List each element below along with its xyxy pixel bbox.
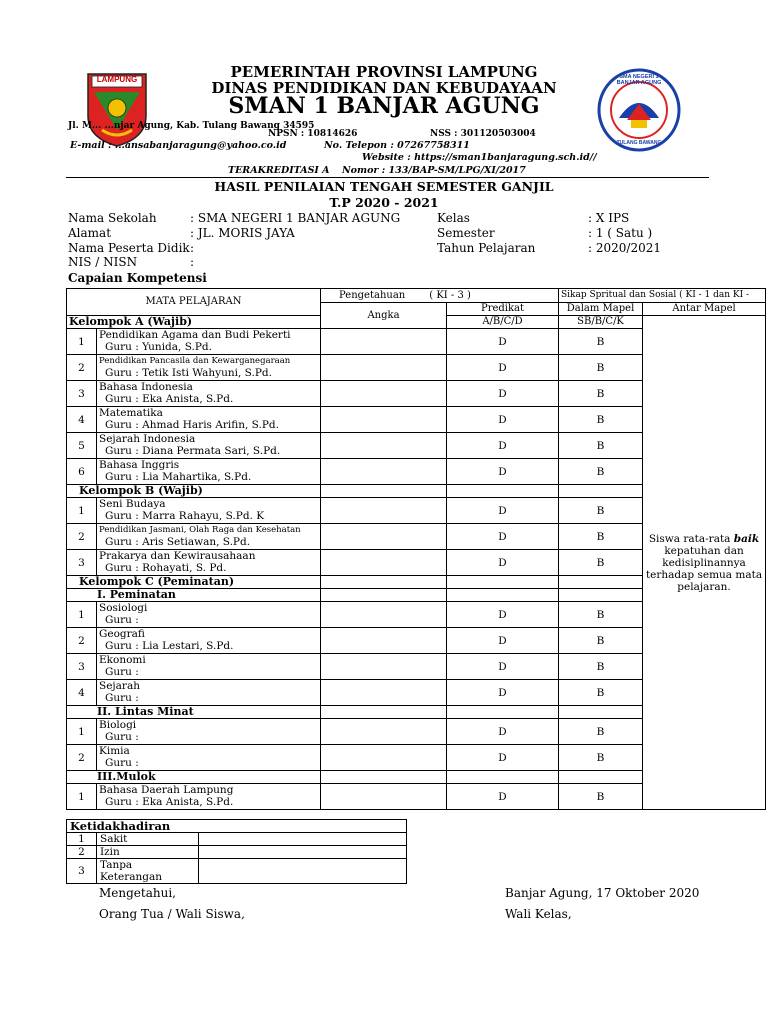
empty-cell: [447, 706, 559, 719]
gov-name: PEMERINTAH PROVINSI LAMPUNG: [230, 63, 538, 81]
grades-table: [66, 288, 766, 810]
value-nama-peserta: :: [190, 241, 195, 255]
subject-name: Geografi: [99, 628, 145, 640]
subject-name: Prakarya dan Kewirausahaan: [99, 550, 256, 562]
header-dalam-mapel: Dalam Mapel: [559, 303, 643, 316]
empty-cell: [559, 576, 643, 589]
empty-cell: [447, 771, 559, 784]
subject-number: 4: [67, 680, 97, 706]
subject-number: 2: [67, 745, 97, 771]
score-sikap: B: [559, 433, 643, 459]
score-sikap: B: [559, 459, 643, 485]
absence-number: 2: [67, 846, 97, 859]
parent-signature-label: Orang Tua / Wali Siswa,: [99, 907, 245, 921]
npsn: NPSN : 10814626: [268, 129, 358, 139]
subject-name: Ekonomi: [99, 654, 146, 666]
subject-name: Pendidikan Agama dan Budi Pekerti: [99, 329, 291, 341]
score-sikap: B: [559, 407, 643, 433]
value-tahun: : 2020/2021: [588, 241, 661, 255]
school-email: E-mail : ...ansabanjaragung@yahoo.co.id: [70, 140, 287, 151]
subject-number: 3: [67, 654, 97, 680]
teacher-name: Guru : Eka Anista, S.Pd.: [105, 796, 234, 808]
value-nis: :: [190, 255, 195, 269]
absence-label: Tanpa Keterangan: [97, 859, 199, 884]
school-address: Jl. M... ...njar Agung, Kab. Tulang Bawang 34595: [68, 121, 315, 131]
subject-cell: [97, 680, 321, 706]
score-predikat: D: [447, 680, 559, 706]
school-website: Website : https://sman1banjaragung.sch.id//: [362, 152, 597, 163]
score-sikap: B: [559, 628, 643, 654]
absence-number: 1: [67, 833, 97, 846]
header-pengetahuan: Pengetahuan ( KI - 3 ): [321, 289, 559, 303]
group-c-heading-label: Kelompok C (Peminatan): [67, 576, 321, 589]
absence-row: [67, 833, 407, 846]
subject-cell: [97, 524, 321, 550]
score-angka: [321, 407, 447, 433]
accreditation-number: Nomor : 133/BAP-SM/LPG/XI/2017: [342, 165, 526, 176]
accreditation: TERAKREDITASI A: [228, 165, 330, 176]
subject-number: 6: [67, 459, 97, 485]
score-angka: [321, 550, 447, 576]
teacher-name: Guru : Ahmad Haris Arifin, S.Pd.: [105, 419, 279, 431]
label-nama-peserta: Nama Peserta Didik: [68, 241, 190, 255]
teacher-name: Guru :: [105, 731, 139, 743]
subject-cell: [97, 355, 321, 381]
subject-cell: [97, 433, 321, 459]
empty-cell: [447, 485, 559, 498]
teacher-name: Guru : Lia Mahartika, S.Pd.: [105, 471, 252, 483]
absence-heading: Ketidakhadiran: [67, 820, 407, 833]
score-predikat: D: [447, 654, 559, 680]
teacher-name: Guru :: [105, 614, 139, 626]
empty-cell: [321, 589, 447, 602]
teacher-name: Guru : Yunida, S.Pd.: [105, 341, 212, 353]
score-angka: [321, 381, 447, 407]
empty-cell: [321, 706, 447, 719]
right-logo-text: SMA NEGERI 1 BANJAR AGUNG: [616, 74, 662, 86]
score-sikap: B: [559, 680, 643, 706]
label-tahun: Tahun Pelajaran: [437, 241, 536, 255]
value-semester: : 1 ( Satu ): [588, 226, 653, 240]
place-date: Banjar Agung, 17 Oktober 2020: [505, 886, 700, 900]
subject-number: 2: [67, 355, 97, 381]
subject-number: 4: [67, 407, 97, 433]
subject-number: 1: [67, 602, 97, 628]
value-alamat: : JL. MORIS JAYA: [190, 226, 295, 240]
subject-cell: [97, 407, 321, 433]
subject-name: Bahasa Indonesia: [99, 381, 193, 393]
score-angka: [321, 628, 447, 654]
score-angka: [321, 680, 447, 706]
subject-name: Pendidikan Jasmani, Olah Raga dan Kesehatan: [99, 525, 301, 535]
score-sikap: B: [559, 745, 643, 771]
score-angka: [321, 602, 447, 628]
empty-cell: [321, 576, 447, 589]
score-angka: [321, 524, 447, 550]
dept-name: DINAS PENDIDIKAN DAN KEBUDAYAAN: [211, 79, 557, 97]
subject-number: 1: [67, 784, 97, 810]
sub-lintas-heading-label: II. Lintas Minat: [67, 706, 321, 719]
subject-name: Bahasa Daerah Lampung: [99, 784, 234, 796]
header-mata-pelajaran: MATA PELAJARAN: [67, 289, 321, 316]
subject-number: 2: [67, 524, 97, 550]
label-kelas: Kelas: [437, 211, 470, 225]
subject-name: Matematika: [99, 407, 163, 419]
report-title: HASIL PENILAIAN TENGAH SEMESTER GANJIL: [214, 179, 554, 194]
header-antar-mapel: Antar Mapel: [643, 303, 766, 316]
absence-count: [199, 833, 407, 846]
score-predikat: D: [447, 381, 559, 407]
empty-cell: [447, 589, 559, 602]
group-a-heading: Kelompok A (Wajib): [67, 316, 321, 329]
score-sikap: B: [559, 654, 643, 680]
score-predikat: D: [447, 719, 559, 745]
subject-cell: [97, 498, 321, 524]
empty-cell: [559, 771, 643, 784]
subject-number: 1: [67, 498, 97, 524]
subject-cell: [97, 784, 321, 810]
subject-cell: [97, 628, 321, 654]
header-dalam-scale: SB/B/C/K: [559, 316, 643, 329]
score-predikat: D: [447, 329, 559, 355]
teacher-name: Guru :: [105, 666, 139, 678]
teacher-name: Guru : Diana Permata Sari, S.Pd.: [105, 445, 281, 457]
score-angka: [321, 355, 447, 381]
score-angka: [321, 654, 447, 680]
score-angka: [321, 433, 447, 459]
absence-count: [199, 859, 407, 884]
header-predikat-scale: A/B/C/D: [447, 316, 559, 329]
score-angka: [321, 719, 447, 745]
subject-cell: [97, 719, 321, 745]
score-sikap: B: [559, 719, 643, 745]
label-semester: Semester: [437, 226, 495, 240]
empty-cell: [447, 576, 559, 589]
teacher-name: Guru : Aris Setiawan, S.Pd.: [105, 536, 251, 548]
subject-cell: [97, 381, 321, 407]
subject-name: Biologi: [99, 719, 137, 731]
sub-mulok-heading-label: III.Mulok: [67, 771, 321, 784]
value-nama-sekolah: : SMA NEGERI 1 BANJAR AGUNG: [190, 211, 401, 225]
subject-name: Sejarah Indonesia: [99, 433, 196, 445]
value-kelas: : X IPS: [588, 211, 630, 225]
score-predikat: D: [447, 524, 559, 550]
subject-number: 2: [67, 628, 97, 654]
capaian-heading: Capaian Kompetensi: [68, 271, 207, 285]
score-predikat: D: [447, 550, 559, 576]
subject-name: Bahasa Inggris: [99, 459, 180, 471]
score-predikat: D: [447, 498, 559, 524]
subject-name: Sejarah: [99, 680, 140, 692]
empty-cell: [559, 589, 643, 602]
teacher-name: Guru :: [105, 692, 139, 704]
empty-cell: [321, 485, 447, 498]
mengetahui-label: Mengetahui,: [99, 886, 176, 900]
subject-number: 3: [67, 381, 97, 407]
teacher-name: Guru : Tetik Isti Wahyuni, S.Pd.: [105, 367, 272, 379]
score-sikap: B: [559, 381, 643, 407]
empty-cell: [559, 485, 643, 498]
label-alamat: Alamat: [68, 226, 112, 240]
subject-number: 5: [67, 433, 97, 459]
subject-cell: [97, 550, 321, 576]
right-logo-bottom-text: TULANG BAWANG: [616, 140, 662, 146]
subject-name: Seni Budaya: [99, 498, 166, 510]
empty-cell: [321, 771, 447, 784]
sub-peminatan-heading-label: I. Peminatan: [67, 589, 321, 602]
empty-cell: [559, 706, 643, 719]
score-angka: [321, 329, 447, 355]
subject-cell: [97, 654, 321, 680]
subject-number: 3: [67, 550, 97, 576]
left-logo-text: LAMPUNG: [96, 75, 138, 84]
absence-table: [66, 819, 407, 884]
group-b-heading-label: Kelompok B (Wajib): [67, 485, 321, 498]
subject-cell: [97, 329, 321, 355]
label-nis: NIS / NISN: [68, 255, 138, 269]
score-predikat: D: [447, 628, 559, 654]
score-predikat: D: [447, 355, 559, 381]
score-angka: [321, 745, 447, 771]
subject-name: Sosiologi: [99, 602, 148, 614]
subject-cell: [97, 459, 321, 485]
absence-label: Sakit: [97, 833, 199, 846]
label-nama-sekolah: Nama Sekolah: [68, 211, 157, 225]
score-sikap: B: [559, 784, 643, 810]
score-sikap: B: [559, 602, 643, 628]
teacher-name: Guru :: [105, 757, 139, 769]
subject-number: 1: [67, 329, 97, 355]
absence-number: 3: [67, 859, 97, 884]
nss: NSS : 301120503004: [430, 129, 536, 139]
score-angka: [321, 498, 447, 524]
subject-cell: [97, 745, 321, 771]
teacher-name: Guru : Marra Rahayu, S.Pd. K: [105, 510, 265, 522]
subject-name: Pendidikan Pancasila dan Kewarganegaraan: [99, 356, 291, 366]
school-phone: No. Telepon : 07267758311: [324, 140, 470, 151]
score-sikap: B: [559, 524, 643, 550]
teacher-name: Guru : Eka Anista, S.Pd.: [105, 393, 234, 405]
header-angka: Angka: [321, 303, 447, 329]
subject-number: 1: [67, 719, 97, 745]
header-predikat: Predikat: [447, 303, 559, 316]
homeroom-signature-label: Wali Kelas,: [505, 907, 572, 921]
score-sikap: B: [559, 355, 643, 381]
header-divider: [66, 177, 709, 178]
absence-row: [67, 859, 407, 884]
absence-label: Izin: [97, 846, 199, 859]
header-sikap: Sikap Spritual dan Sosial ( KI - 1 dan KI -: [559, 289, 766, 303]
score-angka: [321, 784, 447, 810]
score-sikap: B: [559, 550, 643, 576]
antar-mapel-description: Siswa rata-rata baik kepatuhan dan kedisiplinannya terhadap semua mata pelajaran.: [643, 316, 766, 810]
score-predikat: D: [447, 433, 559, 459]
subject-cell: [97, 602, 321, 628]
absence-row: [67, 846, 407, 859]
report-year: T.P 2020 - 2021: [329, 195, 439, 210]
teacher-name: Guru : Lia Lestari, S.Pd.: [105, 640, 234, 652]
score-predikat: D: [447, 459, 559, 485]
score-sikap: B: [559, 498, 643, 524]
subject-name: Kimia: [99, 745, 130, 757]
score-angka: [321, 459, 447, 485]
score-predikat: D: [447, 784, 559, 810]
school-name: SMAN 1 BANJAR AGUNG: [228, 93, 540, 119]
score-predikat: D: [447, 745, 559, 771]
teacher-name: Guru : Rohayati, S. Pd.: [105, 562, 227, 574]
score-predikat: D: [447, 602, 559, 628]
absence-count: [199, 846, 407, 859]
score-sikap: B: [559, 329, 643, 355]
score-predikat: D: [447, 407, 559, 433]
